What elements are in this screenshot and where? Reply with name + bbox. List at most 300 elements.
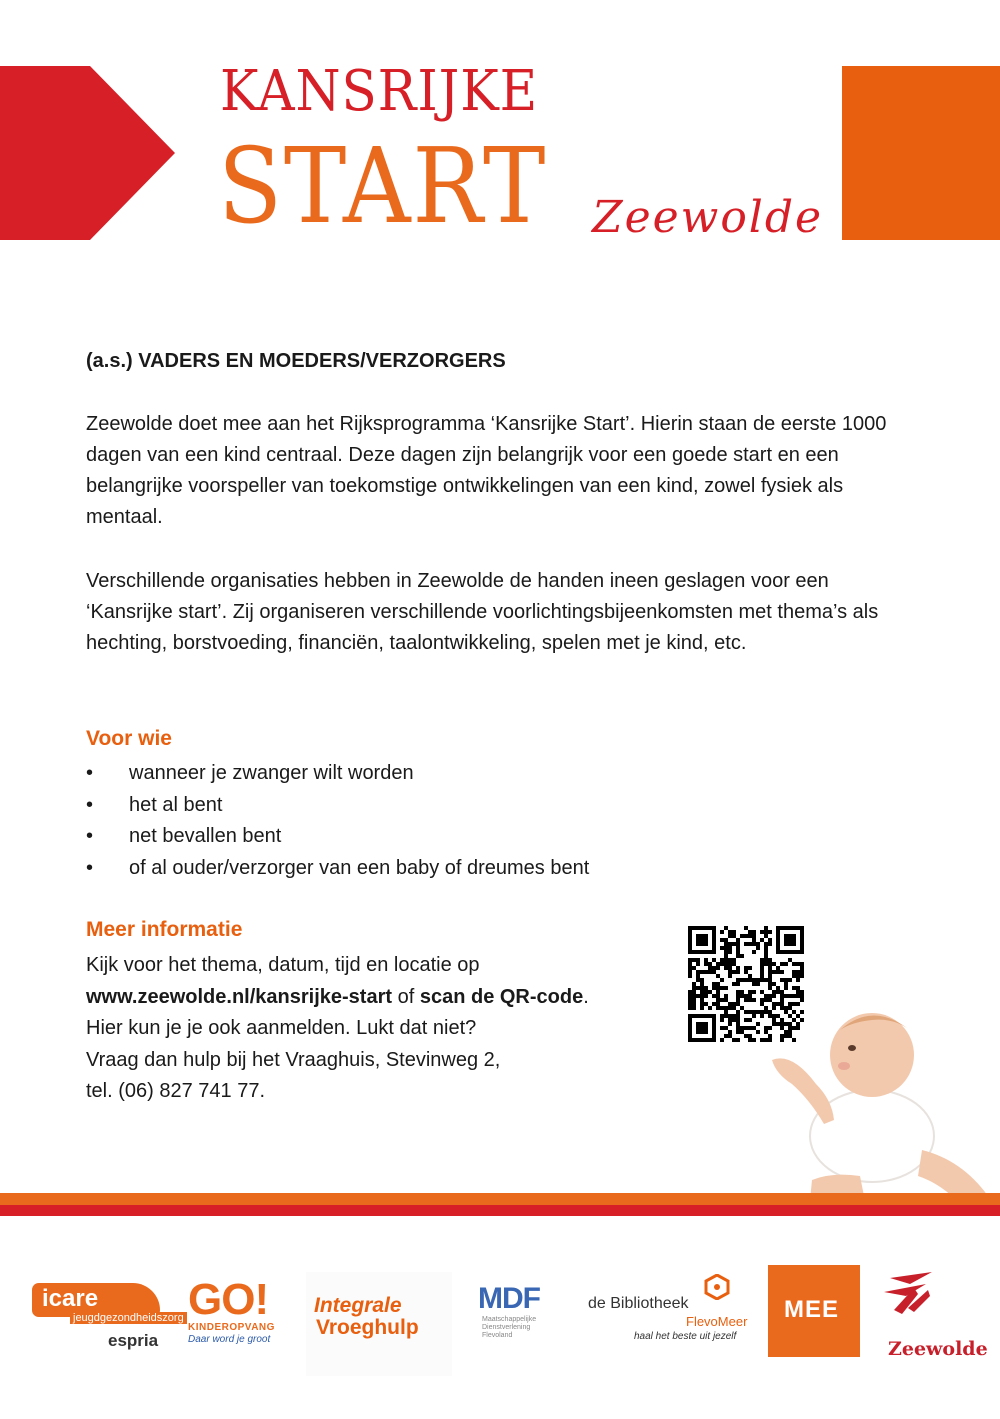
orange-stripe <box>0 1193 1000 1205</box>
qr-module <box>716 990 720 994</box>
info-line: Hier kun je je ook aanmelden. Lukt dat niet? <box>86 1017 477 1039</box>
qr-module <box>760 970 764 974</box>
title-start: START <box>218 125 548 247</box>
qr-module <box>800 970 804 974</box>
qr-module <box>740 978 744 982</box>
bullet-icon: • <box>86 825 94 847</box>
qr-module <box>724 954 728 958</box>
qr-module <box>744 978 748 982</box>
qr-module <box>764 978 768 982</box>
qr-module <box>692 982 696 986</box>
qr-module <box>688 958 692 962</box>
qr-module <box>748 942 752 946</box>
go-logo-text: GO! <box>188 1275 269 1324</box>
qr-module <box>696 962 700 966</box>
qr-module <box>728 974 732 978</box>
qr-module <box>704 990 708 994</box>
qr-module <box>724 1034 728 1038</box>
qr-module <box>768 994 772 998</box>
qr-module <box>768 962 772 966</box>
qr-module <box>760 962 764 966</box>
info-line: tel. (06) 827 741 77. <box>86 1080 266 1102</box>
qr-module <box>728 930 732 934</box>
bibliotheek-logo-text: de Bibliotheek <box>588 1295 689 1312</box>
qr-module <box>700 998 704 1002</box>
qr-module <box>712 966 716 970</box>
qr-module <box>732 1006 736 1010</box>
qr-module <box>768 986 772 990</box>
qr-module <box>764 958 768 962</box>
list-item-text: net bevallen bent <box>129 825 282 847</box>
qr-module <box>712 982 716 986</box>
qr-module <box>696 1022 708 1034</box>
qr-module <box>800 974 804 978</box>
qr-module <box>776 990 780 994</box>
qr-module <box>788 958 792 962</box>
qr-module <box>748 930 752 934</box>
qr-module <box>796 978 800 982</box>
qr-module <box>688 994 692 998</box>
qr-module <box>728 1014 732 1018</box>
website-link[interactable]: www.zeewolde.nl/kansrijke-start <box>86 985 393 1008</box>
qr-module <box>764 942 768 946</box>
qr-module <box>740 990 744 994</box>
qr-module <box>720 986 724 990</box>
qr-module <box>764 962 768 966</box>
qr-module <box>796 990 800 994</box>
qr-module <box>792 974 796 978</box>
list-item-text: wanneer je zwanger wilt worden <box>129 762 414 784</box>
icare-logo-text: icare <box>42 1285 99 1312</box>
qr-module <box>736 1038 740 1042</box>
qr-module <box>796 986 800 990</box>
qr-module <box>736 970 740 974</box>
qr-module <box>728 1034 732 1038</box>
list-item <box>86 790 589 822</box>
qr-module <box>744 1026 748 1030</box>
qr-module <box>688 998 692 1002</box>
qr-module <box>764 950 768 954</box>
qr-module <box>744 970 748 974</box>
qr-module <box>724 994 728 998</box>
qr-module <box>744 942 748 946</box>
qr-module <box>776 966 780 970</box>
period-text: . <box>583 985 589 1008</box>
qr-module <box>736 978 740 982</box>
qr-module <box>772 970 776 974</box>
qr-module <box>724 998 728 1002</box>
qr-module <box>720 1018 724 1022</box>
qr-module <box>724 946 728 950</box>
qr-module <box>740 934 744 938</box>
qr-module <box>696 934 708 946</box>
qr-module <box>764 934 768 938</box>
qr-module <box>724 1010 728 1014</box>
qr-module <box>720 1026 724 1030</box>
qr-module <box>716 974 720 978</box>
qr-module <box>704 970 708 974</box>
qr-module <box>776 986 780 990</box>
qr-module <box>748 978 752 982</box>
qr-module <box>756 942 760 946</box>
qr-module <box>692 998 696 1002</box>
qr-module <box>700 994 704 998</box>
qr-module <box>708 962 712 966</box>
qr-module <box>792 986 796 990</box>
qr-module <box>700 1006 704 1010</box>
qr-module <box>732 1038 736 1042</box>
qr-module <box>696 970 700 974</box>
qr-module <box>724 986 728 990</box>
qr-module <box>716 986 720 990</box>
qr-module <box>740 954 744 958</box>
qr-module <box>736 1014 740 1018</box>
qr-module <box>720 978 724 982</box>
qr-module <box>768 982 772 986</box>
qr-module <box>748 974 752 978</box>
qr-module <box>688 970 692 974</box>
qr-module <box>692 958 696 962</box>
go-logo-sub: KINDEROPVANG <box>188 1322 275 1333</box>
qr-module <box>768 942 772 946</box>
qr-module <box>796 962 800 966</box>
qr-module <box>688 966 692 970</box>
qr-module <box>732 1014 736 1018</box>
qr-module <box>752 938 756 942</box>
title-zeewolde: Zeewolde <box>592 192 824 243</box>
mee-logo-text: MEE <box>784 1296 840 1323</box>
qr-module <box>736 954 740 958</box>
qr-module <box>720 946 724 950</box>
qr-module <box>696 958 700 962</box>
qr-module <box>780 962 784 966</box>
qr-module <box>736 946 740 950</box>
qr-module <box>772 962 776 966</box>
qr-module <box>736 938 740 942</box>
qr-module <box>796 970 800 974</box>
qr-module <box>732 930 736 934</box>
qr-module <box>708 990 712 994</box>
qr-module <box>728 958 732 962</box>
qr-module <box>728 942 732 946</box>
qr-module <box>728 962 732 966</box>
qr-module <box>732 982 736 986</box>
qr-module <box>768 930 772 934</box>
intro-paragraph: Zeewolde doet mee aan het Rijksprogramma ‘Kansrijke Start’. Hierin staan de eerste 1000 dagen van een kind centraal. Deze dagen zijn belangrijk voor een goede start en een belangrijke voorspeller van toekomstige ontwikkelingen van een kind, zowel fysiek als mentaal. <box>86 413 887 528</box>
bullet-icon: • <box>86 793 94 816</box>
qr-module <box>704 1002 708 1006</box>
zeewolde-logo-text: Zeewolde <box>888 1338 988 1360</box>
integrale-vroeghulp-line2: Vroeghulp <box>316 1316 419 1339</box>
qr-module <box>712 994 716 998</box>
qr-module <box>728 946 732 950</box>
qr-module <box>688 990 692 994</box>
go-logo-tagline: Daar word je groot <box>188 1334 271 1345</box>
qr-module <box>764 954 768 958</box>
qr-module <box>784 986 788 990</box>
qr-module <box>692 1002 696 1006</box>
qr-module <box>760 938 764 942</box>
qr-module <box>736 994 740 998</box>
qr-module <box>736 942 740 946</box>
qr-module <box>800 994 804 998</box>
qr-module <box>760 966 764 970</box>
qr-module <box>692 990 696 994</box>
qr-module <box>788 978 792 982</box>
qr-module <box>800 962 804 966</box>
qr-module <box>764 930 768 934</box>
qr-module <box>724 926 728 930</box>
info-line: Vraag dan hulp bij het Vraaghuis, Stevinweg 2, <box>86 1048 501 1071</box>
voor-wie-heading: Voor wie <box>86 727 172 750</box>
info-line: Kijk voor het thema, datum, tijd en locatie op <box>86 954 480 976</box>
qr-module <box>736 1030 740 1034</box>
qr-module <box>780 994 784 998</box>
qr-module <box>768 958 772 962</box>
qr-module <box>720 930 724 934</box>
qr-module <box>736 982 740 986</box>
qr-module <box>692 986 696 990</box>
qr-module <box>796 974 800 978</box>
qr-module <box>764 994 768 998</box>
qr-module <box>784 962 788 966</box>
qr-module <box>720 1038 724 1042</box>
qr-module <box>696 978 700 982</box>
qr-module <box>768 970 772 974</box>
qr-module <box>728 934 732 938</box>
qr-module <box>736 998 740 1002</box>
qr-module <box>692 1006 696 1010</box>
qr-module <box>744 1018 748 1022</box>
red-stripe <box>0 1205 1000 1216</box>
qr-module <box>760 958 764 962</box>
qr-module <box>772 990 776 994</box>
qr-module <box>724 966 728 970</box>
qr-module <box>708 970 712 974</box>
qr-module <box>728 1002 732 1006</box>
voor-wie-list <box>86 758 589 884</box>
qr-module <box>740 1006 744 1010</box>
qr-module <box>740 1026 744 1030</box>
qr-module <box>748 966 752 970</box>
qr-module <box>692 994 696 998</box>
or-text: of <box>392 985 420 1008</box>
qr-module <box>776 970 780 974</box>
qr-module <box>728 1006 732 1010</box>
qr-module <box>704 958 708 962</box>
bibliotheek-logo-tagline: haal het beste uit jezelf <box>634 1331 737 1342</box>
qr-module <box>724 1006 728 1010</box>
qr-module <box>732 934 736 938</box>
qr-module <box>728 966 732 970</box>
qr-module <box>724 962 728 966</box>
qr-module <box>784 934 796 946</box>
espria-logo-text: espria <box>108 1331 159 1350</box>
qr-module <box>784 982 788 986</box>
qr-module <box>800 990 804 994</box>
list-item-text: het al bent <box>129 793 223 816</box>
qr-module <box>696 994 700 998</box>
qr-module <box>736 990 740 994</box>
list-item <box>86 821 589 853</box>
red-arrow-shape <box>0 66 175 240</box>
qr-module <box>716 994 720 998</box>
qr-module <box>768 938 772 942</box>
qr-module <box>768 966 772 970</box>
qr-module <box>712 1002 716 1006</box>
qr-module <box>704 962 708 966</box>
qr-module <box>752 942 756 946</box>
qr-module <box>720 1014 724 1018</box>
qr-module <box>744 1010 748 1014</box>
qr-module <box>692 966 696 970</box>
qr-module <box>760 974 764 978</box>
qr-module <box>708 966 712 970</box>
qr-module <box>780 990 784 994</box>
qr-module <box>748 934 752 938</box>
qr-module <box>752 990 756 994</box>
qr-module <box>784 994 788 998</box>
qr-module <box>716 998 720 1002</box>
qr-module <box>796 994 800 998</box>
qr-module <box>728 1022 732 1026</box>
organisations-paragraph: Verschillende organisaties hebben in Zeewolde de handen ineen geslagen voor een ‘Kansrijke start’. Zij organiseren verschillende voorlichtingsbijeenkomsten met thema’s als hechting, borstvoeding, financiën, taalontwikkeling, spelen met je kind, etc. <box>86 570 879 654</box>
audience-heading: (a.s.) VADERS EN MOEDERS/VERZORGERS <box>86 350 506 372</box>
qr-module <box>736 1022 740 1026</box>
qr-module <box>700 970 704 974</box>
qr-module <box>708 1006 712 1010</box>
qr-module <box>732 942 736 946</box>
qr-module <box>784 978 788 982</box>
qr-module <box>736 966 740 970</box>
qr-module <box>780 970 784 974</box>
scan-qr-text: scan de QR-code <box>419 985 584 1008</box>
qr-module <box>752 978 756 982</box>
bibliotheek-icon <box>704 1274 730 1300</box>
qr-module <box>728 1018 732 1022</box>
qr-module <box>724 950 728 954</box>
qr-module <box>736 1026 740 1030</box>
qr-module <box>700 978 704 982</box>
integrale-vroeghulp-line1: Integrale <box>314 1294 402 1317</box>
qr-module <box>744 934 748 938</box>
qr-module <box>716 966 720 970</box>
info-line-url <box>86 982 686 1014</box>
qr-module <box>752 982 756 986</box>
list-item-text: of al ouder/verzorger van een baby of dreumes bent <box>129 856 590 879</box>
qr-module <box>752 930 756 934</box>
orange-block-shape <box>842 66 1000 240</box>
qr-module <box>712 970 716 974</box>
qr-module <box>752 934 756 938</box>
qr-module <box>736 1018 740 1022</box>
title-kansrijke: KANSRIJKE <box>220 59 539 124</box>
qr-module <box>740 994 744 998</box>
qr-module <box>700 986 704 990</box>
qr-module <box>716 1006 720 1010</box>
qr-module <box>736 1010 740 1014</box>
qr-module <box>688 1006 692 1010</box>
qr-module <box>764 926 768 930</box>
qr-module <box>768 974 772 978</box>
qr-module <box>756 946 760 950</box>
meer-informatie-heading: Meer informatie <box>86 918 243 941</box>
qr-module <box>720 938 724 942</box>
qr-module <box>720 1006 724 1010</box>
qr-module <box>704 986 708 990</box>
qr-module <box>760 990 764 994</box>
qr-module <box>760 978 764 982</box>
qr-module <box>728 950 732 954</box>
qr-module <box>744 966 748 970</box>
qr-module <box>704 994 708 998</box>
qr-module <box>700 1002 704 1006</box>
qr-module <box>788 994 792 998</box>
qr-module <box>772 982 776 986</box>
qr-module <box>732 1002 736 1006</box>
baby-image <box>752 1000 1000 1222</box>
qr-module <box>764 946 768 950</box>
qr-module <box>780 978 784 982</box>
qr-module <box>696 974 700 978</box>
qr-module <box>724 938 728 942</box>
qr-module <box>712 958 716 962</box>
qr-module <box>744 994 748 998</box>
qr-module <box>720 998 724 1002</box>
qr-module <box>696 986 700 990</box>
qr-module <box>760 930 764 934</box>
qr-module <box>732 958 736 962</box>
qr-module <box>720 962 724 966</box>
qr-module <box>744 1034 748 1038</box>
mdf-logo-text: MDF <box>478 1282 540 1315</box>
qr-module <box>792 962 796 966</box>
qr-module <box>756 982 760 986</box>
mdf-logo-sub: Maatschappelijke Dienstverlening Flevoland <box>482 1316 537 1339</box>
qr-module <box>700 990 704 994</box>
bibliotheek-logo-sub: FlevoMeer <box>686 1314 748 1329</box>
zeewolde-crest-icon <box>880 1270 938 1316</box>
qr-module <box>728 970 732 974</box>
qr-module <box>768 978 772 982</box>
qr-module <box>688 1002 692 1006</box>
list-item <box>86 758 589 790</box>
qr-module <box>716 982 720 986</box>
qr-module <box>748 990 752 994</box>
list-item <box>86 853 589 885</box>
qr-module <box>752 950 756 954</box>
icare-logo-sub: jeugdgezondheidszorg <box>70 1312 187 1324</box>
qr-module <box>772 994 776 998</box>
meer-informatie-text <box>86 950 686 1108</box>
qr-module <box>688 974 692 978</box>
qr-module <box>744 926 748 930</box>
qr-module <box>800 966 804 970</box>
qr-module <box>724 1014 728 1018</box>
qr-module <box>720 958 724 962</box>
qr-module <box>716 962 720 966</box>
qr-module <box>736 1002 740 1006</box>
qr-module <box>728 1030 732 1034</box>
qr-module <box>688 962 692 966</box>
qr-module <box>736 950 740 954</box>
qr-module <box>724 958 728 962</box>
qr-module <box>724 942 728 946</box>
qr-module <box>748 994 752 998</box>
qr-module <box>732 970 736 974</box>
qr-module <box>732 962 736 966</box>
qr-module <box>712 986 716 990</box>
